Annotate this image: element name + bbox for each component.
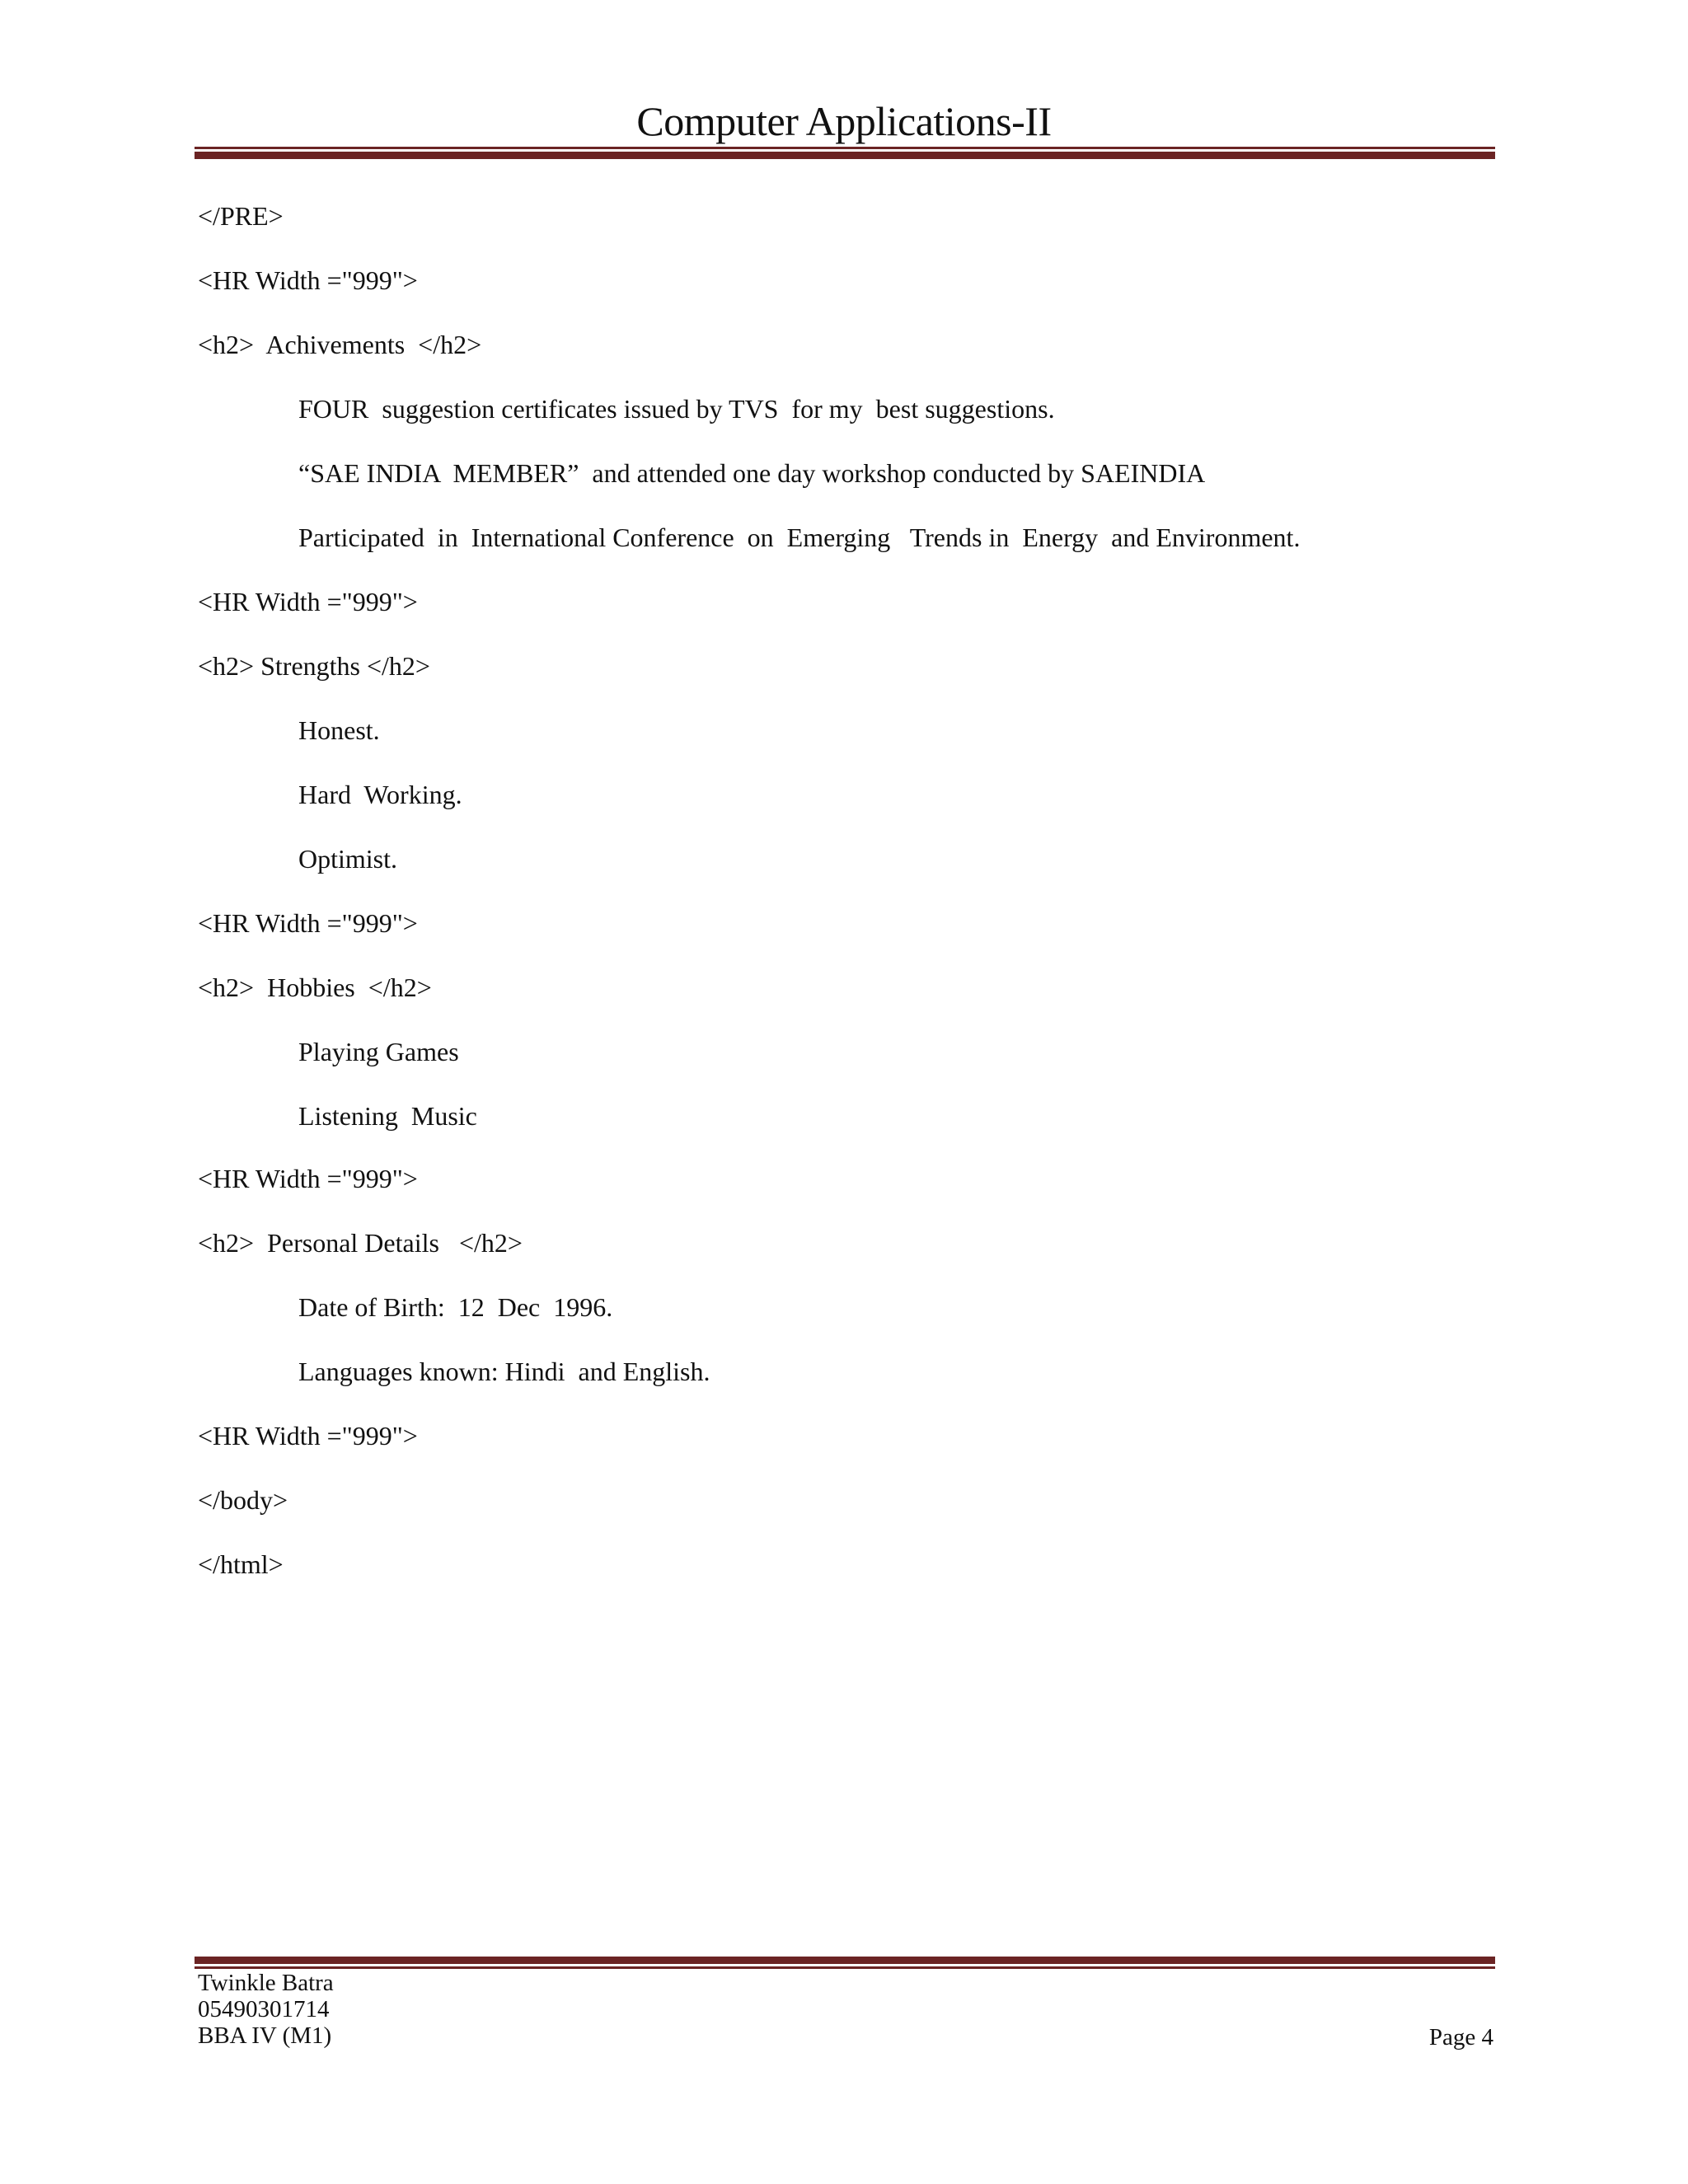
code-line-heading-achievements: <h2> Achivements </h2> bbox=[198, 330, 482, 359]
footer-author-name: Twinkle Batra bbox=[198, 1970, 334, 1996]
code-line-close-body: </body> bbox=[198, 1485, 288, 1515]
achievement-item: “SAE INDIA MEMBER” and attended one day workshop conducted by SAEINDIA bbox=[298, 458, 1206, 488]
code-line-heading-personal-details: <h2> Personal Details </h2> bbox=[198, 1228, 523, 1258]
page-footer bbox=[198, 1970, 334, 2049]
achievement-item: Participated in International Conference on Emerging Trends in Energy and Environment. bbox=[298, 523, 1301, 552]
personal-detail-item: Languages known: Hindi and English. bbox=[298, 1357, 710, 1386]
code-line-hr: <HR Width ="999"> bbox=[198, 1421, 418, 1451]
footer-class: BBA IV (M1) bbox=[198, 2022, 332, 2049]
hobby-item: Listening Music bbox=[298, 1101, 477, 1131]
strength-item: Hard Working. bbox=[298, 780, 462, 809]
page-number: Page 4 bbox=[1428, 2024, 1493, 2050]
code-line-hr: <HR Width ="999"> bbox=[198, 587, 418, 616]
code-line-heading-strengths: <h2> Strengths </h2> bbox=[198, 651, 430, 681]
code-line-hr: <HR Width ="999"> bbox=[198, 908, 418, 938]
strength-item: Optimist. bbox=[298, 844, 398, 874]
footer-roll-number: 05490301714 bbox=[198, 1996, 330, 2022]
header-rule bbox=[195, 147, 1495, 159]
code-line-hr: <HR Width ="999"> bbox=[198, 1164, 418, 1193]
code-line-hr: <HR Width ="999"> bbox=[198, 265, 418, 295]
code-line-close-pre: </PRE> bbox=[198, 201, 284, 231]
achievement-item: FOUR suggestion certificates issued by TVS for my best suggestions. bbox=[298, 394, 1055, 424]
code-line-close-html: </html> bbox=[198, 1549, 284, 1579]
code-line-heading-hobbies: <h2> Hobbies </h2> bbox=[198, 972, 432, 1002]
hobby-item: Playing Games bbox=[298, 1037, 459, 1066]
strength-item: Honest. bbox=[298, 715, 380, 745]
page-header-title: Computer Applications-II bbox=[636, 98, 1052, 144]
personal-detail-item: Date of Birth: 12 Dec 1996. bbox=[298, 1292, 613, 1322]
footer-rule bbox=[195, 1957, 1495, 1969]
